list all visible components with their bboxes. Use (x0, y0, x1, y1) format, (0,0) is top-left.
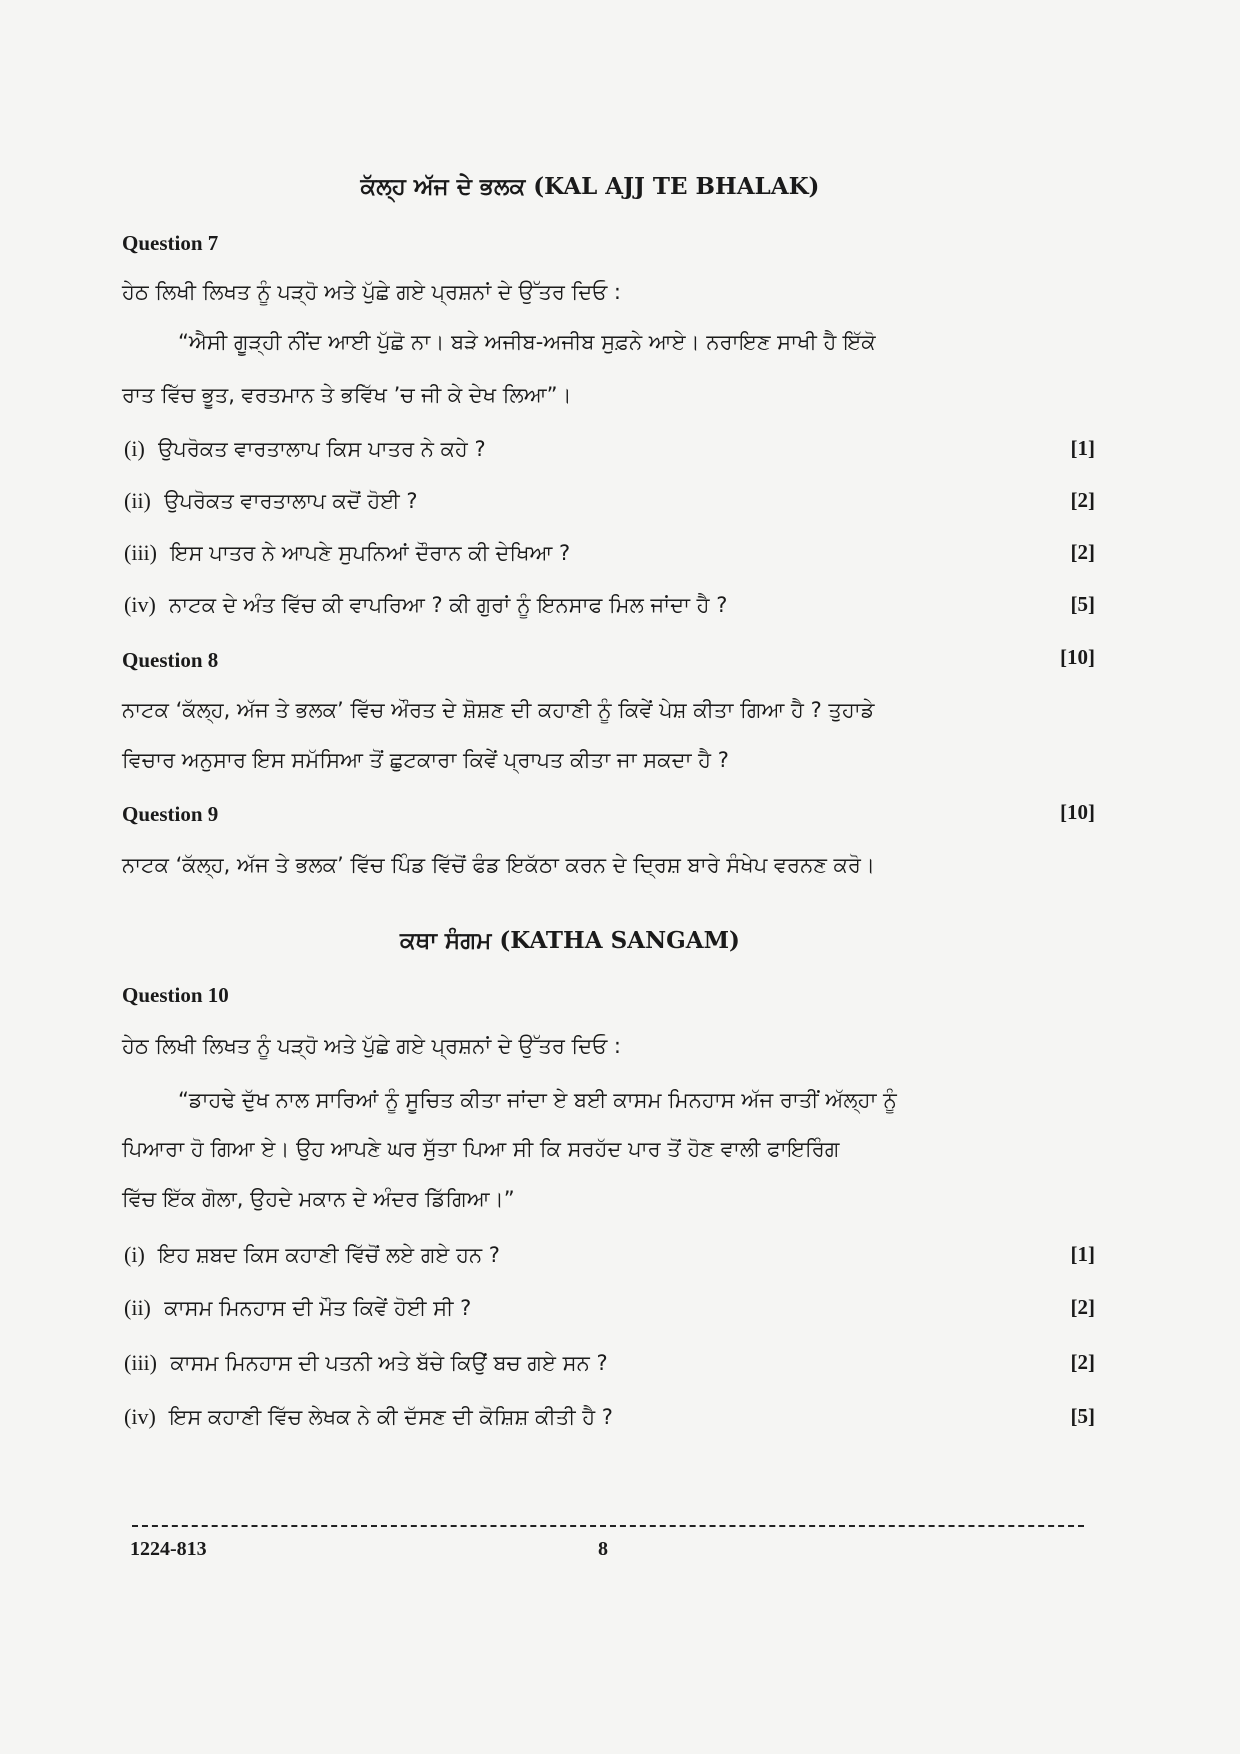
question-9-label: Question 9 (122, 802, 219, 826)
question-10-instruction: ਹੇਠ ਲਿਖੀ ਲਿਖਤ ਨੂੰ ਪੜ੍ਹੋ ਅਤੇ ਪੁੱਛੇ ਗਏ ਪ੍ਰਸ਼ਨਾਂ ਦੇ ਉੱਤਰ ਦਿਓ : (122, 1034, 621, 1058)
question-7-passage-line-2: ਰਾਤ ਵਿੱਚ ਭੂਤ, ਵਰਤਮਾਨ ਤੇ ਭਵਿੱਖ ’ਚ ਜੀ ਕੇ ਦੇਖ ਲਿਆ”। (122, 383, 572, 407)
section-title-english: (KATHA SANGAM) (499, 927, 740, 954)
part-number: (iv) (124, 1404, 156, 1429)
question-7-part-iii (124, 540, 570, 566)
section-title-english: (KAL AJJ TE BHALAK) (533, 173, 820, 200)
question-7-part-iv (124, 592, 727, 618)
part-text: ਉਪਰੋਕਤ ਵਾਰਤਾਲਾਪ ਕਿਸ ਪਾਤਰ ਨੇ ਕਹੇ ? (158, 437, 486, 461)
part-text: ਇਸ ਪਾਤਰ ਨੇ ਆਪਣੇ ਸੁਪਨਿਆਂ ਦੌਰਾਨ ਕੀ ਦੇਖਿਆ ? (170, 541, 571, 565)
question-10-passage-line-1: “ਡਾਹਢੇ ਦੁੱਖ ਨਾਲ ਸਾਰਿਆਂ ਨੂੰ ਸੂਚਿਤ ਕੀਤਾ ਜਾਂਦਾ ਏ ਬਈ ਕਾਸਮ ਮਿਨਹਾਸ ਅੱਜ ਰਾਤੀਂ ਅੱਲ੍ਹਾ ਨੂੰ (178, 1088, 897, 1112)
question-8-label: Question 8 (122, 648, 219, 672)
paper-code: 1224-813 (130, 1538, 207, 1560)
question-10-label: Question 10 (122, 983, 229, 1007)
part-number: (i) (124, 1242, 145, 1267)
question-10-part-i (124, 1242, 500, 1268)
page-number: 8 (598, 1538, 608, 1560)
question-8-line-1: ਨਾਟਕ ‘ਕੱਲ੍ਹ, ਅੱਜ ਤੇ ਭਲਕ’ ਵਿੱਚ ਔਰਤ ਦੇ ਸ਼ੋਸ਼ਣ ਦੀ ਕਹਾਣੀ ਨੂੰ ਕਿਵੇਂ ਪੇਸ਼ ਕੀਤਾ ਗਿਆ ਹੈ ? ਤੁਹਾਡੇ (122, 698, 875, 722)
question-8-marks: [10] (1060, 645, 1095, 669)
question-7-instruction: ਹੇਠ ਲਿਖੀ ਲਿਖਤ ਨੂੰ ਪੜ੍ਹੋ ਅਤੇ ਪੁੱਛੇ ਗਏ ਪ੍ਰਸ਼ਨਾਂ ਦੇ ਉੱਤਰ ਦਿਓ : (122, 280, 621, 304)
part-number: (iii) (124, 540, 157, 565)
question-10-part-iii-marks: [2] (1070, 1350, 1095, 1374)
question-7-label: Question 7 (122, 231, 219, 255)
question-10-part-i-marks: [1] (1070, 1242, 1095, 1266)
question-10-part-iv-marks: [5] (1070, 1404, 1095, 1428)
part-number: (ii) (124, 488, 151, 513)
question-7-part-ii-marks: [2] (1070, 488, 1095, 512)
section-title-punjabi: ਕੱਲ੍ਹ ਅੱਜ ਦੇ ਭਲਕ (360, 174, 526, 200)
part-text: ਕਾਸਮ ਮਿਨਹਾਸ ਦੀ ਪਤਨੀ ਅਤੇ ਬੱਚੇ ਕਿਉਂ ਬਚ ਗਏ ਸਨ ? (170, 1351, 608, 1375)
question-8-line-2: ਵਿਚਾਰ ਅਨੁਸਾਰ ਇਸ ਸਮੱਸਿਆ ਤੋਂ ਛੁਟਕਾਰਾ ਕਿਵੇਂ ਪ੍ਰਾਪਤ ਕੀਤਾ ਜਾ ਸਕਦਾ ਹੈ ? (122, 748, 729, 772)
part-text: ਇਸ ਕਹਾਣੀ ਵਿੱਚ ਲੇਖਕ ਨੇ ਕੀ ਦੱਸਣ ਦੀ ਕੋਸ਼ਿਸ਼ ਕੀਤੀ ਹੈ ? (169, 1405, 613, 1429)
part-text: ਇਹ ਸ਼ਬਦ ਕਿਸ ਕਹਾਣੀ ਵਿੱਚੋਂ ਲਏ ਗਏ ਹਨ ? (158, 1243, 500, 1267)
question-7-part-ii (124, 488, 418, 514)
part-number: (iv) (124, 592, 156, 617)
section-heading-katha-sangam (0, 927, 1140, 954)
section-title-punjabi: ਕਥਾ ਸੰਗਮ (400, 928, 492, 954)
question-7-part-iv-marks: [5] (1070, 592, 1095, 616)
part-text: ਕਾਸਮ ਮਿਨਹਾਸ ਦੀ ਮੌਤ ਕਿਵੇਂ ਹੋਈ ਸੀ ? (164, 1296, 472, 1320)
question-10-part-ii-marks: [2] (1070, 1295, 1095, 1319)
footer-divider (132, 1525, 1084, 1527)
part-text: ਉਪਰੋਕਤ ਵਾਰਤਾਲਾਪ ਕਦੋਂ ਹੋਈ ? (164, 489, 418, 513)
part-text: ਨਾਟਕ ਦੇ ਅੰਤ ਵਿੱਚ ਕੀ ਵਾਪਰਿਆ ? ਕੀ ਗੁਰਾਂ ਨੂੰ ਇਨਸਾਫ ਮਿਲ ਜਾਂਦਾ ਹੈ ? (169, 593, 728, 617)
question-10-passage-line-3: ਵਿੱਚ ਇੱਕ ਗੋਲਾ, ਉਹਦੇ ਮਕਾਨ ਦੇ ਅੰਦਰ ਡਿੱਗਿਆ।” (122, 1187, 515, 1211)
question-10-passage-line-2: ਪਿਆਰਾ ਹੋ ਗਿਆ ਏ। ਉਹ ਆਪਣੇ ਘਰ ਸੁੱਤਾ ਪਿਆ ਸੀ ਕਿ ਸਰਹੱਦ ਪਾਰ ਤੋਂ ਹੋਣ ਵਾਲੀ ਫਾਇਰਿੰਗ (122, 1137, 840, 1161)
question-9-line-1: ਨਾਟਕ ‘ਕੱਲ੍ਹ, ਅੱਜ ਤੇ ਭਲਕ’ ਵਿੱਚ ਪਿੰਡ ਵਿੱਚੋਂ ਫੰਡ ਇਕੱਠਾ ਕਰਨ ਦੇ ਦ੍ਰਿਸ਼ ਬਾਰੇ ਸੰਖੇਪ ਵਰਨਣ ਕਰੋ। (122, 853, 876, 877)
question-9-marks: [10] (1060, 800, 1095, 824)
question-7-part-i-marks: [1] (1070, 436, 1095, 460)
question-7-passage-line-1: “ਐਸੀ ਗੂੜ੍ਹੀ ਨੀਂਦ ਆਈ ਪੁੱਛੋ ਨਾ। ਬੜੇ ਅਜੀਬ-ਅਜੀਬ ਸੁਫ਼ਨੇ ਆਏ। ਨਰਾਇਣ ਸਾਖੀ ਹੈ ਇੱਕੋ (178, 330, 876, 354)
section-heading-kal-ajj-te-bhalak (0, 173, 1180, 200)
question-10-part-iii (124, 1350, 608, 1376)
question-10-part-ii (124, 1295, 471, 1321)
part-number: (iii) (124, 1350, 157, 1375)
part-number: (ii) (124, 1295, 151, 1320)
question-10-part-iv (124, 1404, 613, 1430)
part-number: (i) (124, 436, 145, 461)
question-7-part-iii-marks: [2] (1070, 540, 1095, 564)
question-7-part-i (124, 436, 486, 462)
